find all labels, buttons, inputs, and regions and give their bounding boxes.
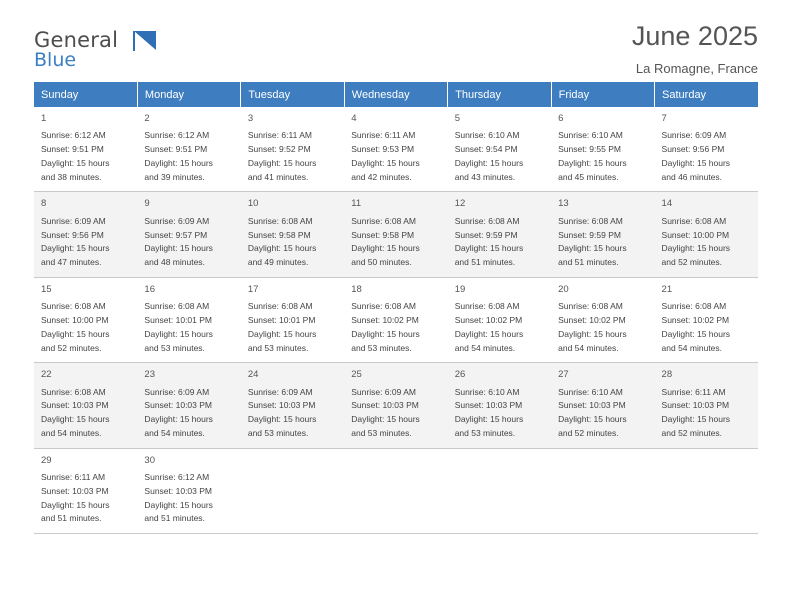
day-number: 30 [144, 454, 155, 466]
day-detail-line: Daylight: 15 hours [661, 243, 731, 254]
day-detail-line: Sunset: 9:51 PM [41, 144, 104, 155]
calendar-day-cell[interactable] [344, 107, 447, 192]
day-number: 6 [558, 113, 564, 124]
calendar-day-cell[interactable] [344, 277, 447, 362]
calendar-empty-cell [551, 448, 654, 533]
calendar-day-cell[interactable] [344, 363, 447, 448]
day-detail-line: and 54 minutes. [661, 342, 723, 353]
day-detail-line: and 47 minutes. [41, 257, 102, 268]
day-detail-line: and 48 minutes. [144, 257, 205, 268]
day-detail-line: Sunrise: 6:08 AM [351, 301, 416, 312]
day-detail-line: Daylight: 15 hours [41, 243, 110, 254]
day-detail-line: Sunrise: 6:12 AM [144, 472, 210, 483]
calendar-day-cell[interactable] [34, 363, 137, 448]
day-detail-line: Daylight: 15 hours [454, 243, 524, 254]
day-number: 17 [247, 283, 259, 295]
day-detail-line: Sunrise: 6:08 AM [558, 301, 623, 312]
day-detail-line: and 53 minutes. [144, 342, 205, 353]
day-detail-line: and 54 minutes. [144, 427, 205, 438]
day-detail-line: and 52 minutes. [661, 427, 723, 438]
day-detail-line: Daylight: 15 hours [41, 328, 110, 339]
day-detail-line: and 51 minutes. [144, 513, 205, 524]
day-detail-line: Daylight: 15 hours [454, 328, 524, 339]
calendar-day-cell[interactable] [551, 107, 654, 192]
day-detail-line: Daylight: 15 hours [247, 414, 317, 425]
day-detail-line: and 53 minutes. [351, 342, 412, 353]
weekday-header-monday: Monday [137, 82, 240, 107]
day-detail-line: Daylight: 15 hours [351, 328, 420, 339]
page-title: June 2025 [631, 21, 758, 51]
day-detail-line: Sunset: 10:03 PM [558, 400, 626, 411]
day-detail-line: Daylight: 15 hours [144, 157, 213, 168]
day-detail-line: Daylight: 15 hours [558, 157, 627, 168]
day-detail-line: Sunset: 9:54 PM [454, 144, 518, 155]
day-detail-line: Sunset: 10:02 PM [454, 315, 523, 326]
day-detail-line: Sunrise: 6:10 AM [454, 386, 520, 397]
logo-text-blue: Blue [34, 49, 77, 71]
day-detail-line: and 52 minutes. [558, 427, 619, 438]
day-detail-line: and 51 minutes. [454, 257, 516, 268]
day-number: 26 [454, 369, 466, 381]
day-detail-line: Sunrise: 6:10 AM [454, 130, 520, 141]
day-detail-line: and 38 minutes. [41, 171, 102, 182]
day-detail-line: Sunrise: 6:08 AM [558, 215, 623, 226]
day-number: 3 [247, 113, 254, 124]
day-detail-line: Sunset: 10:02 PM [558, 315, 626, 326]
weekday-header-sunday: Sunday [34, 82, 137, 107]
weekday-header-tuesday: Tuesday [241, 82, 344, 107]
day-detail-line: Daylight: 15 hours [558, 243, 627, 254]
page-header [34, 0, 758, 76]
day-detail-line: Sunset: 10:02 PM [661, 315, 730, 326]
day-number: 20 [558, 283, 569, 295]
day-detail-line: Sunset: 10:01 PM [144, 315, 212, 326]
day-detail-line: and 41 minutes. [247, 171, 309, 182]
day-detail-line: Sunset: 10:00 PM [41, 315, 109, 326]
day-detail-line: and 53 minutes. [247, 342, 309, 353]
day-detail-line: Sunset: 9:51 PM [144, 144, 208, 155]
day-number: 11 [351, 198, 362, 210]
day-detail-line: Sunrise: 6:09 AM [144, 386, 210, 397]
day-number: 28 [661, 369, 673, 381]
day-detail-line: Sunset: 10:03 PM [454, 400, 523, 411]
day-detail-line: Daylight: 15 hours [351, 157, 420, 168]
day-detail-line: and 39 minutes. [144, 171, 205, 182]
location-subtitle: La Romagne, France [635, 60, 758, 76]
calendar-day-cell[interactable] [34, 448, 137, 533]
day-detail-line: and 49 minutes. [247, 257, 309, 268]
weekday-header-thursday: Thursday [448, 82, 551, 107]
day-detail-line: Sunset: 9:56 PM [661, 144, 725, 155]
day-detail-line: Daylight: 15 hours [144, 499, 213, 510]
day-detail-line: Daylight: 15 hours [661, 414, 731, 425]
day-detail-line: and 43 minutes. [454, 171, 516, 182]
day-detail-line: and 50 minutes. [351, 257, 412, 268]
calendar-week-row [34, 448, 758, 533]
calendar-day-cell[interactable] [344, 192, 447, 277]
day-number: 12 [454, 198, 466, 210]
day-detail-line: Sunrise: 6:08 AM [454, 215, 520, 226]
day-detail-line: Sunset: 10:00 PM [661, 229, 730, 240]
calendar-day-cell[interactable] [551, 363, 654, 448]
logo-text-general: General [34, 28, 119, 52]
day-number: 14 [661, 198, 673, 210]
day-number: 18 [351, 283, 362, 295]
day-detail-line: Daylight: 15 hours [454, 414, 524, 425]
day-detail-line: Sunrise: 6:10 AM [558, 130, 623, 141]
calendar-week-row [34, 277, 758, 362]
calendar-day-cell[interactable] [137, 363, 240, 448]
day-detail-line: Daylight: 15 hours [558, 414, 627, 425]
day-detail-line: and 54 minutes. [558, 342, 619, 353]
day-detail-line: Sunrise: 6:08 AM [351, 215, 416, 226]
calendar-day-cell[interactable] [137, 107, 240, 192]
day-detail-line: Daylight: 15 hours [41, 414, 110, 425]
calendar-week-row [34, 107, 758, 192]
day-detail-line: and 51 minutes. [41, 513, 102, 524]
day-detail-line: Sunrise: 6:12 AM [41, 130, 106, 141]
day-detail-line: Sunrise: 6:11 AM [41, 472, 106, 483]
day-number: 9 [144, 198, 150, 210]
day-detail-line: Daylight: 15 hours [247, 328, 317, 339]
day-detail-line: Sunset: 9:58 PM [351, 229, 415, 240]
calendar-day-cell[interactable] [137, 448, 240, 533]
day-number: 21 [661, 283, 673, 295]
day-detail-line: Sunrise: 6:09 AM [351, 386, 416, 397]
calendar-empty-cell [448, 448, 551, 533]
day-number: 2 [144, 113, 150, 124]
day-number: 10 [247, 198, 259, 210]
day-detail-line: Daylight: 15 hours [41, 157, 110, 168]
calendar-day-cell[interactable] [241, 363, 344, 448]
day-detail-line: Daylight: 15 hours [661, 328, 731, 339]
day-detail-line: Sunrise: 6:11 AM [351, 130, 416, 141]
day-detail-line: Sunrise: 6:08 AM [247, 301, 313, 312]
day-detail-line: Sunset: 10:03 PM [144, 485, 212, 496]
calendar-day-cell[interactable] [34, 277, 137, 362]
day-number: 13 [558, 198, 569, 210]
day-detail-line: Daylight: 15 hours [558, 328, 627, 339]
day-detail-line: Sunrise: 6:08 AM [247, 215, 313, 226]
calendar-table [34, 82, 758, 534]
day-number: 25 [351, 369, 362, 381]
day-detail-line: and 52 minutes. [41, 342, 102, 353]
title-block [632, 22, 758, 76]
day-detail-line: and 42 minutes. [351, 171, 412, 182]
calendar-day-cell[interactable] [34, 192, 137, 277]
day-detail-line: and 46 minutes. [661, 171, 723, 182]
day-detail-line: and 51 minutes. [558, 257, 619, 268]
weekday-header-row [34, 82, 758, 107]
calendar-day-cell[interactable] [448, 107, 551, 192]
day-detail-line: Sunset: 9:59 PM [454, 229, 518, 240]
calendar-day-cell[interactable] [655, 277, 758, 362]
day-detail-line: Daylight: 15 hours [351, 414, 420, 425]
logo[interactable] [34, 28, 274, 80]
calendar-day-cell[interactable] [241, 107, 344, 192]
day-detail-line: Sunset: 10:03 PM [41, 400, 109, 411]
day-detail-line: Sunset: 10:03 PM [247, 400, 316, 411]
calendar-day-cell[interactable] [448, 277, 551, 362]
day-detail-line: Sunset: 10:02 PM [351, 315, 419, 326]
day-detail-line: Sunset: 10:03 PM [41, 485, 109, 496]
day-detail-line: Sunrise: 6:11 AM [247, 130, 312, 141]
day-number: 27 [558, 369, 569, 381]
day-number: 5 [454, 113, 460, 124]
calendar-day-cell[interactable] [241, 192, 344, 277]
day-detail-line: Sunrise: 6:08 AM [41, 301, 106, 312]
day-detail-line: Daylight: 15 hours [247, 243, 317, 254]
calendar-day-cell[interactable] [34, 107, 137, 192]
day-detail-line: Sunrise: 6:08 AM [144, 301, 210, 312]
weekday-header-wednesday: Wednesday [344, 82, 447, 107]
calendar-empty-cell [655, 448, 758, 533]
day-detail-line: Sunset: 9:56 PM [41, 229, 104, 240]
day-number: 7 [661, 113, 667, 124]
day-detail-line: Sunset: 9:58 PM [247, 229, 311, 240]
day-detail-line: Sunset: 9:59 PM [558, 229, 621, 240]
day-detail-line: Daylight: 15 hours [144, 414, 213, 425]
day-number: 1 [41, 113, 47, 124]
day-number: 19 [454, 283, 466, 295]
day-detail-line: Sunset: 10:01 PM [247, 315, 316, 326]
day-detail-line: Sunrise: 6:12 AM [144, 130, 210, 141]
day-detail-line: and 45 minutes. [558, 171, 619, 182]
day-detail-line: Sunset: 10:03 PM [661, 400, 730, 411]
day-detail-line: Sunrise: 6:09 AM [144, 215, 210, 226]
day-detail-line: Sunset: 10:03 PM [351, 400, 419, 411]
calendar-body [34, 107, 758, 534]
calendar-day-cell[interactable] [551, 192, 654, 277]
calendar-day-cell[interactable] [655, 192, 758, 277]
calendar-day-cell[interactable] [655, 107, 758, 192]
calendar-week-row [34, 192, 758, 277]
calendar-day-cell[interactable] [137, 277, 240, 362]
day-number: 29 [41, 454, 52, 466]
day-detail-line: and 53 minutes. [454, 427, 516, 438]
day-detail-line: Sunrise: 6:08 AM [41, 386, 106, 397]
calendar-day-cell[interactable] [241, 277, 344, 362]
day-detail-line: and 52 minutes. [661, 257, 723, 268]
calendar-day-cell[interactable] [137, 192, 240, 277]
weekday-header-friday: Friday [551, 82, 654, 107]
day-detail-line: Sunrise: 6:10 AM [558, 386, 623, 397]
day-detail-line: Daylight: 15 hours [41, 499, 110, 510]
day-detail-line: Sunrise: 6:08 AM [661, 215, 727, 226]
day-detail-line: Daylight: 15 hours [144, 243, 213, 254]
day-detail-line: Sunrise: 6:11 AM [661, 386, 726, 397]
day-detail-line: and 54 minutes. [41, 427, 102, 438]
day-detail-line: and 54 minutes. [454, 342, 516, 353]
day-detail-line: Sunset: 9:57 PM [144, 229, 208, 240]
calendar-day-cell[interactable] [448, 363, 551, 448]
day-detail-line: Daylight: 15 hours [351, 243, 420, 254]
day-detail-line: Sunrise: 6:08 AM [661, 301, 727, 312]
day-number: 8 [41, 198, 47, 210]
day-detail-line: and 53 minutes. [351, 427, 412, 438]
calendar-day-cell[interactable] [655, 363, 758, 448]
day-detail-line: Daylight: 15 hours [144, 328, 213, 339]
day-number: 16 [144, 283, 155, 295]
weekday-header-saturday: Saturday [655, 82, 758, 107]
day-detail-line: Sunrise: 6:09 AM [661, 130, 727, 141]
day-detail-line: Sunrise: 6:09 AM [247, 386, 313, 397]
day-number: 22 [41, 369, 52, 381]
day-detail-line: Sunrise: 6:09 AM [41, 215, 106, 226]
day-detail-line: Sunset: 10:03 PM [144, 400, 212, 411]
day-detail-line: Sunset: 9:53 PM [351, 144, 415, 155]
calendar-empty-cell [241, 448, 344, 533]
blue-flag-icon [132, 30, 158, 52]
calendar-empty-cell [344, 448, 447, 533]
day-detail-line: and 53 minutes. [247, 427, 309, 438]
day-detail-line: Sunset: 9:55 PM [558, 144, 621, 155]
day-detail-line: Daylight: 15 hours [661, 157, 731, 168]
day-detail-line: Sunrise: 6:08 AM [454, 301, 520, 312]
day-detail-line: Daylight: 15 hours [454, 157, 524, 168]
day-number: 15 [41, 283, 52, 295]
day-number: 4 [351, 113, 357, 124]
day-detail-line: Daylight: 15 hours [247, 157, 317, 168]
day-detail-line: Sunset: 9:52 PM [247, 144, 311, 155]
day-number: 24 [247, 369, 259, 381]
calendar-week-row [34, 363, 758, 448]
day-number: 23 [144, 369, 155, 381]
calendar-day-cell[interactable] [551, 277, 654, 362]
calendar-day-cell[interactable] [448, 192, 551, 277]
